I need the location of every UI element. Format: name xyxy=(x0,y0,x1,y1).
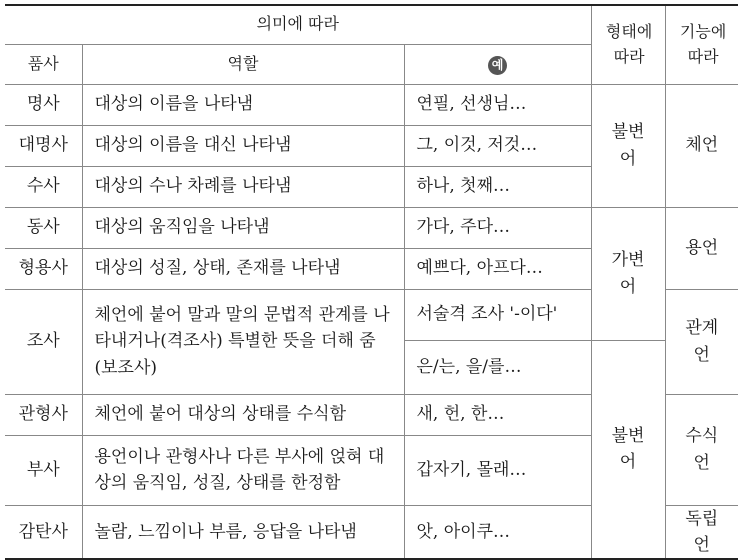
header-form-label: 형태에 따라 xyxy=(605,21,653,66)
pos-cell: 수사 xyxy=(5,166,82,207)
form-invariable-1: 불변어 xyxy=(591,84,665,207)
pos-cell: 관형사 xyxy=(5,394,82,435)
pos-cell: 대명사 xyxy=(5,125,82,166)
example-cell: 가다, 주다… xyxy=(404,207,591,248)
table-row xyxy=(5,84,738,125)
function-independent: 독립언 xyxy=(665,505,738,559)
example-cell: 갑자기, 몰래… xyxy=(404,435,591,505)
pos-cell: 부사 xyxy=(5,435,82,505)
example-cell: 그, 이것, 저것… xyxy=(404,125,591,166)
header-function-label: 기능에 따라 xyxy=(679,21,727,66)
role-cell: 대상의 수나 차례를 나타냄 xyxy=(82,166,404,207)
example-cell: 예쁘다, 아프다… xyxy=(404,248,591,289)
example-cell: 연필, 선생님… xyxy=(404,84,591,125)
role-cell: 대상의 이름을 대신 나타냄 xyxy=(82,125,404,166)
role-cell: 대상의 움직임을 나타냄 xyxy=(82,207,404,248)
header-example xyxy=(404,44,591,84)
role-cell: 놀람, 느낌이나 부름, 응답을 나타냄 xyxy=(82,505,404,559)
example-cell: 서술격 조사 '-이다' xyxy=(404,289,591,340)
header-function xyxy=(665,5,738,84)
role-cell: 대상의 이름을 나타냄 xyxy=(82,84,404,125)
role-cell: 용언이나 관형사나 다른 부사에 얹혀 대상의 움직임, 성질, 상태를 한정함 xyxy=(82,435,404,505)
function-modifier: 수식언 xyxy=(665,394,738,505)
parts-of-speech-table xyxy=(5,4,738,560)
role-cell: 체언에 붙어 말과 말의 문법적 관계를 나타내거나(격조사) 특별한 뜻을 더해 줌(보조사) xyxy=(82,289,404,394)
function-predicate: 용언 xyxy=(665,207,738,289)
header-form xyxy=(591,5,665,84)
form-invariable-2: 불변어 xyxy=(591,340,665,559)
header-meaning: 의미에 따라 xyxy=(5,5,591,44)
header-row-top xyxy=(5,5,738,44)
example-cell: 은/는, 을/를… xyxy=(404,340,591,394)
example-cell: 하나, 첫째… xyxy=(404,166,591,207)
function-substantive: 체언 xyxy=(665,84,738,207)
header-pos: 품사 xyxy=(5,44,82,84)
header-role: 역할 xyxy=(82,44,404,84)
function-relational: 관계언 xyxy=(665,289,738,394)
example-badge-icon: 예 xyxy=(488,56,507,75)
table-row xyxy=(5,207,738,248)
pos-cell: 형용사 xyxy=(5,248,82,289)
pos-cell: 조사 xyxy=(5,289,82,394)
example-cell: 앗, 아이쿠… xyxy=(404,505,591,559)
form-variable: 가변어 xyxy=(591,207,665,340)
role-cell: 대상의 성질, 상태, 존재를 나타냄 xyxy=(82,248,404,289)
role-cell: 체언에 붙어 대상의 상태를 수식함 xyxy=(82,394,404,435)
pos-cell: 명사 xyxy=(5,84,82,125)
pos-cell: 감탄사 xyxy=(5,505,82,559)
example-cell: 새, 헌, 한… xyxy=(404,394,591,435)
pos-cell: 동사 xyxy=(5,207,82,248)
